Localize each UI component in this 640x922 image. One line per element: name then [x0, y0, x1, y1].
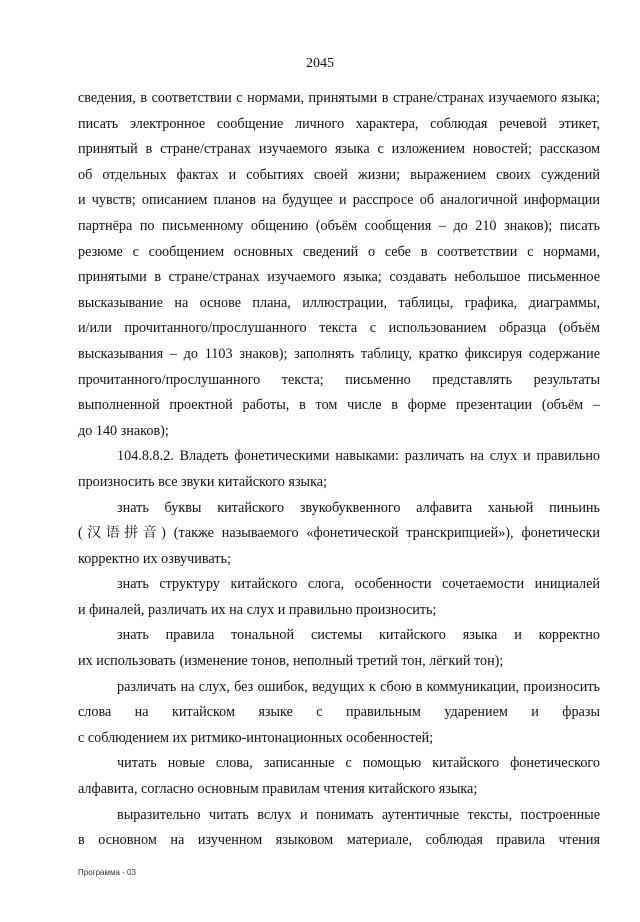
- text-line: сведения, в соответствии с нормами, принятыми в стране/странах изучаемого языка;: [78, 90, 600, 106]
- text-line: произносить все звуки китайского языка;: [78, 473, 327, 490]
- text-line: принятый в стране/странах изучаемого языка с изложением новостей; рассказом: [78, 141, 600, 158]
- text-line: резюме с сообщением основных сведений о себе в соответствии с нормами,: [78, 243, 600, 260]
- text-line: 104.8.8.2. Владеть фонетическими навыками: различать на слух и правильно: [117, 448, 600, 465]
- text-line: принятыми в стране/странах изучаемого языка; создавать небольшое письменное: [78, 269, 600, 286]
- text-line: знать буквы китайского звукобуквенного алфавита ханьюй пиньинь: [117, 499, 600, 516]
- text-line: выразительно читать вслух и понимать аутентичные тексты, построенные: [117, 806, 600, 823]
- text-line: их использовать (изменение тонов, неполный третий тон, лёгкий тон);: [78, 653, 504, 670]
- text-line: выполненной проектной работы, в том числе в форме презентации (объём –: [78, 397, 600, 414]
- document-body: [78, 86, 600, 854]
- text-line: об отдельных фактах и событиях своей жизни; выражением своих суждений: [78, 166, 600, 183]
- text-line: с соблюдением их ритмико-интонационных особенностей;: [78, 729, 434, 746]
- text-line: знать структуру китайского слога, особенности сочетаемости инициалей: [117, 576, 600, 593]
- text-line: прочитанного/прослушанного текста; письменно представлять результаты: [78, 371, 600, 388]
- text-line: до 140 знаков);: [78, 422, 169, 439]
- text-line: писать электронное сообщение личного характера, соблюдая речевой этикет,: [78, 115, 600, 132]
- text-line: знать правила тональной системы китайского языка и корректно: [117, 627, 600, 644]
- text-line: (汉语拼音) (также называемого «фонетической транскрипцией»), фонетически: [78, 525, 600, 542]
- text-line: в основном на изученном языковом материале, соблюдая правила чтения: [78, 832, 600, 849]
- text-line: корректно их озвучивать;: [78, 550, 231, 567]
- text-line: и финалей, различать их на слух и правильно произносить;: [78, 601, 437, 618]
- text-line: алфавита, согласно основным правилам чтения китайского языка;: [78, 781, 478, 798]
- footer-label: Программа - 03: [78, 868, 136, 877]
- text-line: и/или прочитанного/прослушанного текста с использованием образца (объём: [78, 320, 600, 337]
- text-line: различать на слух, без ошибок, ведущих к сбою в коммуникации, произносить: [117, 678, 600, 695]
- text-line: высказывания – до 1103 знаков); заполнять таблицу, кратко фиксируя содержание: [78, 345, 600, 362]
- text-line: партнёра по письменному общению (объём сообщения – до 210 знаков); писать: [78, 217, 600, 234]
- page-number: 2045: [306, 56, 334, 71]
- text-line: слова на китайском языке с правильным ударением и фразы: [78, 704, 600, 721]
- text-line: читать новые слова, записанные с помощью китайского фонетического: [117, 755, 600, 772]
- text-line: и чувств; описанием планов на будущее и расспросе об аналогичной информации: [78, 192, 600, 209]
- text-line: высказывание на основе плана, иллюстрации, таблицы, графика, диаграммы,: [78, 294, 600, 311]
